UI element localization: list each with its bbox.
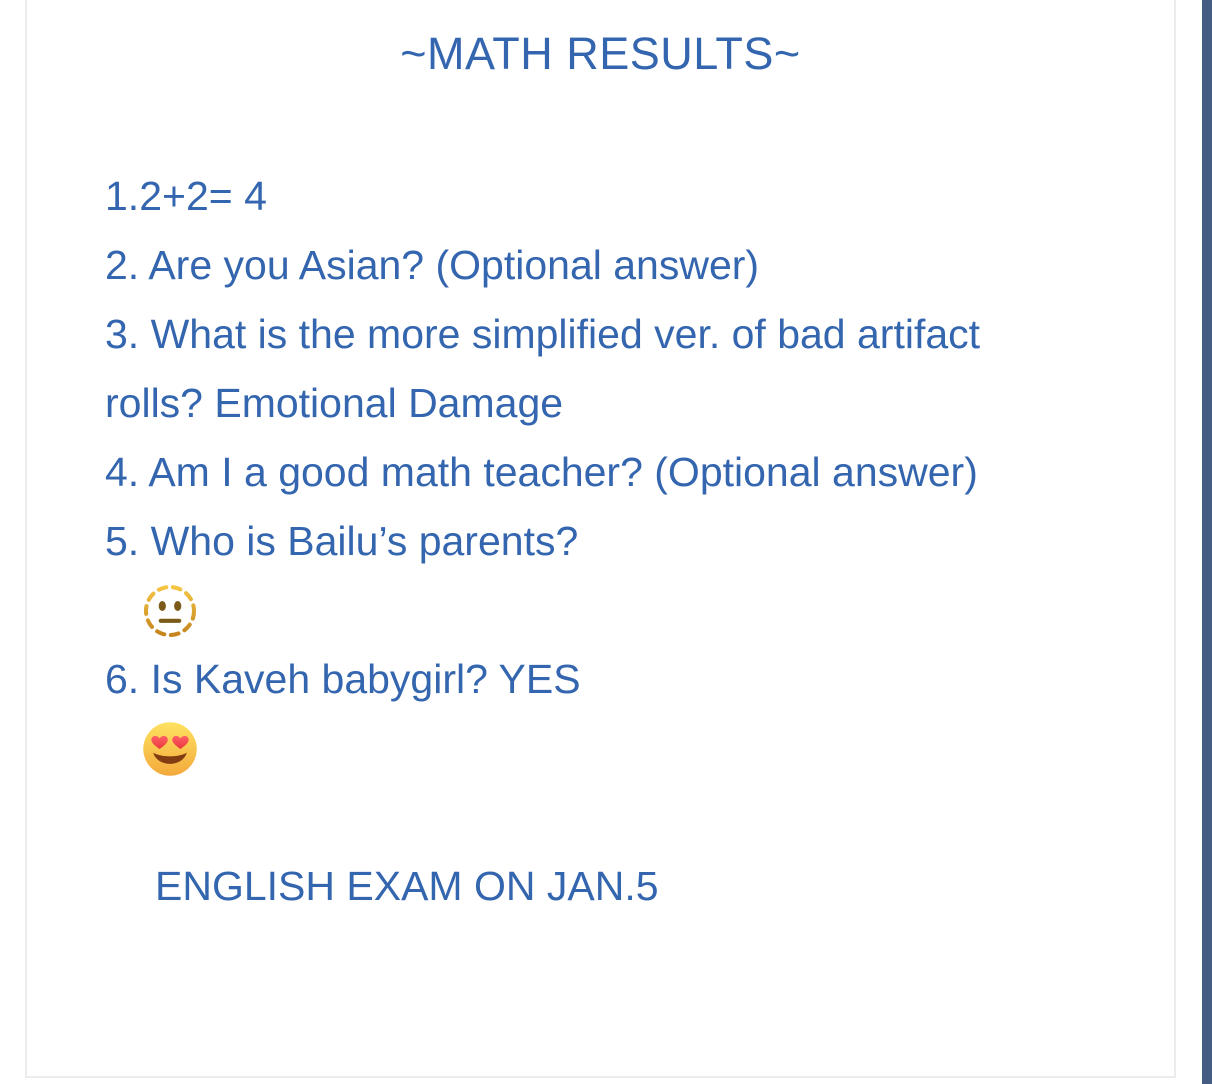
line-text: 2. Are you Asian? (Optional answer) — [105, 242, 760, 288]
line-text: rolls? Emotional Damage — [105, 380, 564, 426]
page-title: ~MATH RESULTS~ — [400, 28, 801, 79]
text-line — [105, 438, 1119, 507]
text-line — [105, 645, 1119, 783]
dotted-line-face-emoji — [141, 582, 199, 640]
text-line — [105, 852, 1119, 921]
document-page — [25, 0, 1176, 1078]
text-line — [105, 300, 1119, 369]
line-text: 3. What is the more simplified ver. of bad artifact — [105, 311, 981, 357]
document-body — [27, 162, 1174, 921]
line-text: 5. Who is Bailu’s parents? — [105, 518, 579, 564]
text-line — [105, 507, 1119, 645]
right-edge-strip — [1202, 0, 1212, 1084]
text-line — [105, 162, 1119, 231]
line-text: 6. Is Kaveh babygirl? YES — [105, 656, 581, 702]
text-line — [105, 369, 1119, 438]
text-line — [105, 231, 1119, 300]
line-text: 4. Am I a good math teacher? (Optional answer) — [105, 449, 978, 495]
heart-eyes-emoji — [141, 720, 199, 778]
line-text: ENGLISH EXAM ON JAN.5 — [155, 863, 659, 909]
text-line — [105, 783, 1119, 852]
line-text: 1.2+2= 4 — [105, 173, 267, 219]
